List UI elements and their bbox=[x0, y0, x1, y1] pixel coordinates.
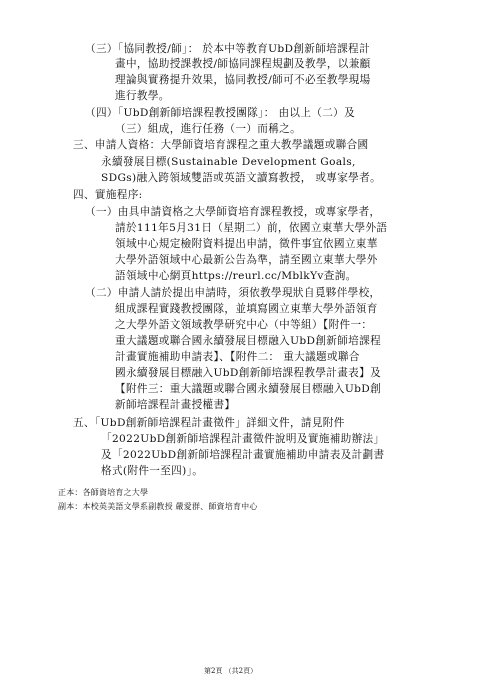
procedure-1-line: 請於111年5月31日（星期二）前，依國立東華大學外語 bbox=[115, 222, 388, 234]
section-5-line: 五、「UbD創新師培課程計畫徵件」詳細文件，請見附件 bbox=[73, 417, 345, 429]
procedure-2-line: 重大議題或聯合國永續發展目標融入UbD創新師培課程 bbox=[115, 335, 382, 347]
section-3-line: SDGs)融入跨領域雙語或英語文讀寫教授， 或專家學者。 bbox=[101, 172, 382, 184]
section-5-line: 「2022UbD創新師培課程計畫徵件說明及實施補助辦法」 bbox=[101, 433, 385, 445]
item-3-line: 理論與實務提升效果，協同教授/師可不必至教學現場 bbox=[115, 74, 371, 86]
item-3-line: （三）「協同教授/師」： 於本中等教育UbD創新師培課程計 bbox=[85, 43, 370, 55]
section-5-line: 及「2022UbD創新師培課程計畫實施補助申請表及計劃書 bbox=[101, 449, 385, 461]
procedure-2-line: 之大學外語文領域教學研究中心（中等組）【附件一： bbox=[115, 319, 373, 331]
procedure-2-line: 【附件三：重大議題或聯合國永續發展目標融入UbD創 bbox=[115, 383, 382, 395]
procedure-2-line: 計畫實施補助申請表】、【附件二： 重大議題或聯合 bbox=[115, 351, 360, 363]
procedure-1-line: 領域中心規定檢附資料提出申請，徵件事宜依國立東華 bbox=[115, 238, 378, 250]
procedure-1-line: 語領域中心網頁https://reurl.cc/MblkYv查詢。 bbox=[115, 270, 357, 282]
procedure-2-line: 國永續發展目標融入UbD創新師培課程教學計畫表】及 bbox=[115, 367, 382, 379]
cc-copy: 副本：本校英美語文學系副教授 嚴愛群、師資培育中心 bbox=[58, 502, 258, 511]
section-5-line: 格式(附件一至四)」。 bbox=[101, 465, 204, 477]
section-3-line: 永續發展目標(Sustainable Development Goals, bbox=[101, 156, 356, 168]
procedure-2-line: 新師培課程計畫授權書】 bbox=[115, 399, 236, 411]
procedure-1-line: 大學外語領域中心最新公告為準，請至國立東華大學外 bbox=[115, 254, 378, 266]
section-4-title: 四、實施程序: bbox=[73, 189, 143, 201]
page-footer: 第2頁 （共2頁） bbox=[204, 667, 258, 675]
procedure-1-line: （一）由具申請資格之大學師資培育課程教授，或專家學者， bbox=[85, 206, 381, 218]
procedure-2-line: 組成課程實踐教授團隊，並填寫國立東華大學外語領育 bbox=[115, 303, 378, 315]
procedure-2-line: （二）申請人請於提出申請時，須依教學現狀自覓夥伴學校， bbox=[85, 287, 381, 299]
cc-original: 正本：各師資培育之大學 bbox=[58, 488, 149, 497]
item-4-line: （四）「UbD創新師培課程教授團隊」： 由以上（二）及 bbox=[85, 107, 356, 119]
item-3-line: 進行教學。 bbox=[115, 90, 170, 102]
section-3-line: 三、申請人資格：大學師資培育課程之重大教學議題或聯合國 bbox=[73, 139, 369, 151]
item-3-line: 畫中，協助授課教授/師協同課程規劃及教學，以兼顧 bbox=[115, 58, 371, 70]
item-4-line: （三）組成，進行任務（一）而稱之。 bbox=[115, 123, 302, 135]
